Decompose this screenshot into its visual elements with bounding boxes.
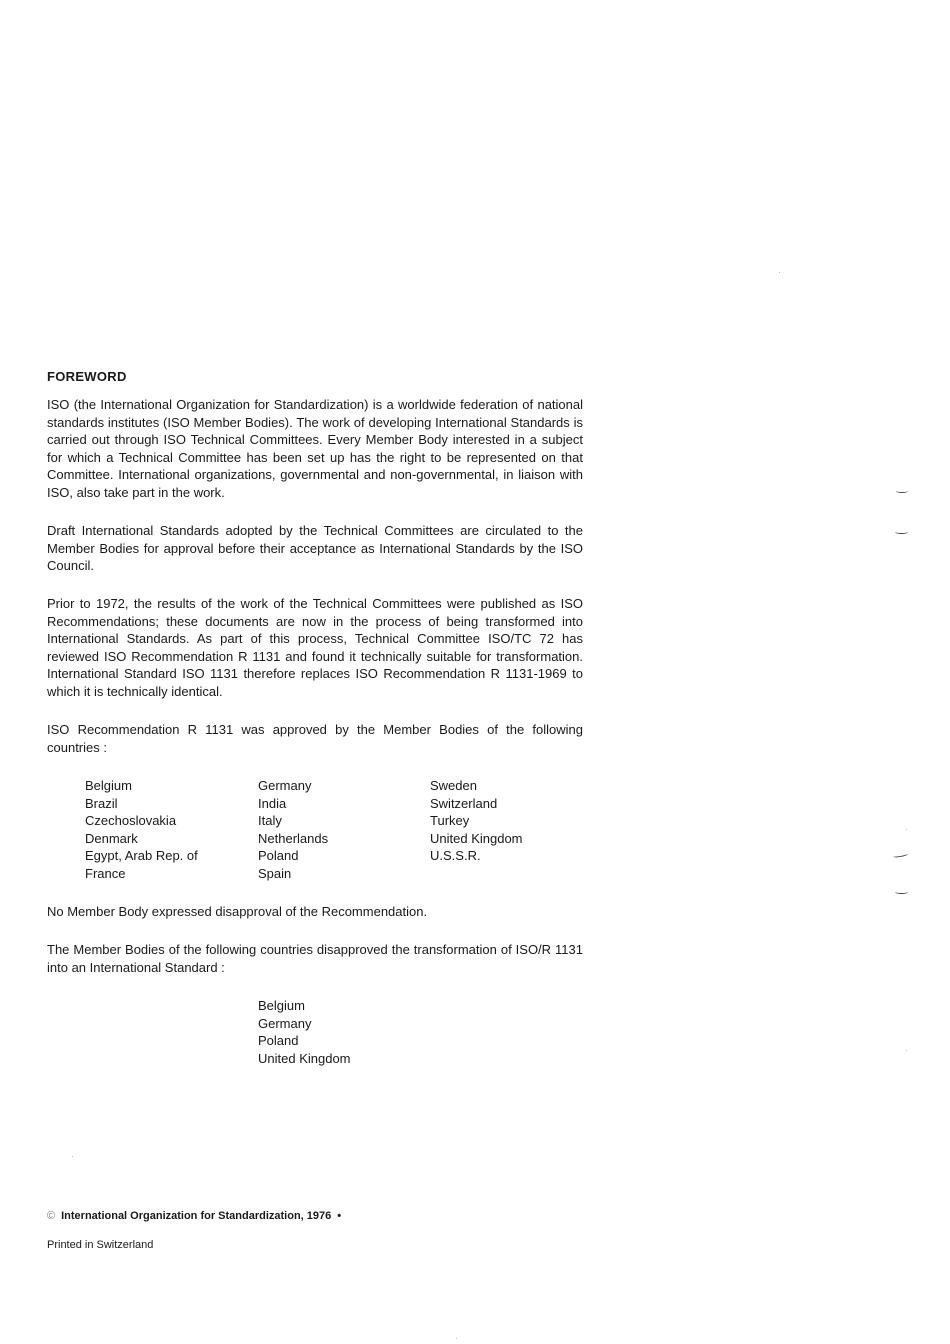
approving-countries-column-3: [430, 777, 523, 865]
country-name: Poland: [258, 848, 299, 864]
country-name: Switzerland: [430, 795, 498, 811]
scan-speck: [72, 1156, 73, 1157]
country-name: U.S.S.R.: [430, 848, 481, 864]
country-name: Egypt, Arab Rep. of: [85, 848, 198, 864]
scan-mark: [895, 530, 908, 534]
copyright-line: [47, 1210, 341, 1222]
printed-in-text: Printed in Switzerland: [47, 1239, 154, 1251]
disapproving-countries-list: [258, 997, 351, 1067]
country-name: Italy: [258, 813, 282, 829]
country-name: Germany: [258, 778, 312, 793]
scan-speck: [779, 272, 780, 273]
scan-speck: [906, 1050, 907, 1051]
country-name: Poland: [258, 1033, 299, 1049]
country-name: France: [85, 865, 126, 881]
country-name: Sweden: [430, 778, 477, 793]
country-name: Belgium: [258, 998, 305, 1013]
scan-speck: [906, 829, 907, 830]
paragraph-no-disapproval: No Member Body expressed disapproval of the Recommendation.: [47, 904, 428, 919]
country-name: Netherlands: [258, 830, 329, 846]
country-name: Turkey: [430, 813, 470, 829]
scan-mark: [895, 890, 908, 894]
country-name: United Kingdom: [258, 1050, 351, 1066]
paragraph-iso-intro: ISO (the International Organization for Standardization) is a worldwide federation of national standards institutes (ISO Member Bodies). The work of developing International Standards is carried out through ISO Technical Committees. Every Member Body interested in a subject for which a Technical Committee has been set up has the right to be represented on that Committee. International organizations, governmental and non-governmental, in liaison with ISO, also take part in the work.: [47, 397, 583, 500]
copyright-icon: ©: [47, 1210, 56, 1222]
country-name: Denmark: [85, 830, 138, 846]
paragraph-draft-standards: Draft International Standards adopted by the Technical Committees are circulated to the Member Bodies for approval before their acceptance as International Standards by the ISO Council.: [47, 523, 583, 574]
country-name: Brazil: [85, 795, 118, 811]
country-name: Spain: [258, 865, 292, 881]
country-name: United Kingdom: [430, 830, 523, 846]
paragraph-approval-intro: ISO Recommendation R 1131 was approved by the Member Bodies of the following countries :: [47, 722, 583, 755]
scan-speck: [456, 1338, 457, 1339]
country-name: Germany: [258, 1015, 312, 1031]
paragraph-disapproval-intro: The Member Bodies of the following countries disapproved the transformation of ISO/R 1131 into an International Standard :: [47, 942, 583, 975]
bullet-icon: •: [337, 1210, 342, 1222]
paragraph-history: Prior to 1972, the results of the work of the Technical Committees were published as ISO Recommendations; these documents are now in the process of being transformed into International Standards. As part of this process, Technical Committee ISO/TC 72 has reviewed ISO Recommendation R 1131 and found it technically suitable for transformation. International Standard ISO 1131 therefore replaces ISO Recommendation R 1131-1969 to which it is technically identical.: [47, 596, 583, 699]
country-name: India: [258, 795, 287, 811]
country-name: Czechoslovakia: [85, 813, 177, 829]
foreword-heading: FOREWORD: [47, 369, 127, 384]
scan-mark: [893, 852, 908, 859]
copyright-text: International Organization for Standardization, 1976: [61, 1210, 332, 1222]
approving-countries-column-2: [258, 777, 328, 883]
scan-mark: [896, 489, 908, 493]
country-name: Belgium: [85, 778, 132, 793]
approving-countries-column-1: [85, 777, 198, 883]
